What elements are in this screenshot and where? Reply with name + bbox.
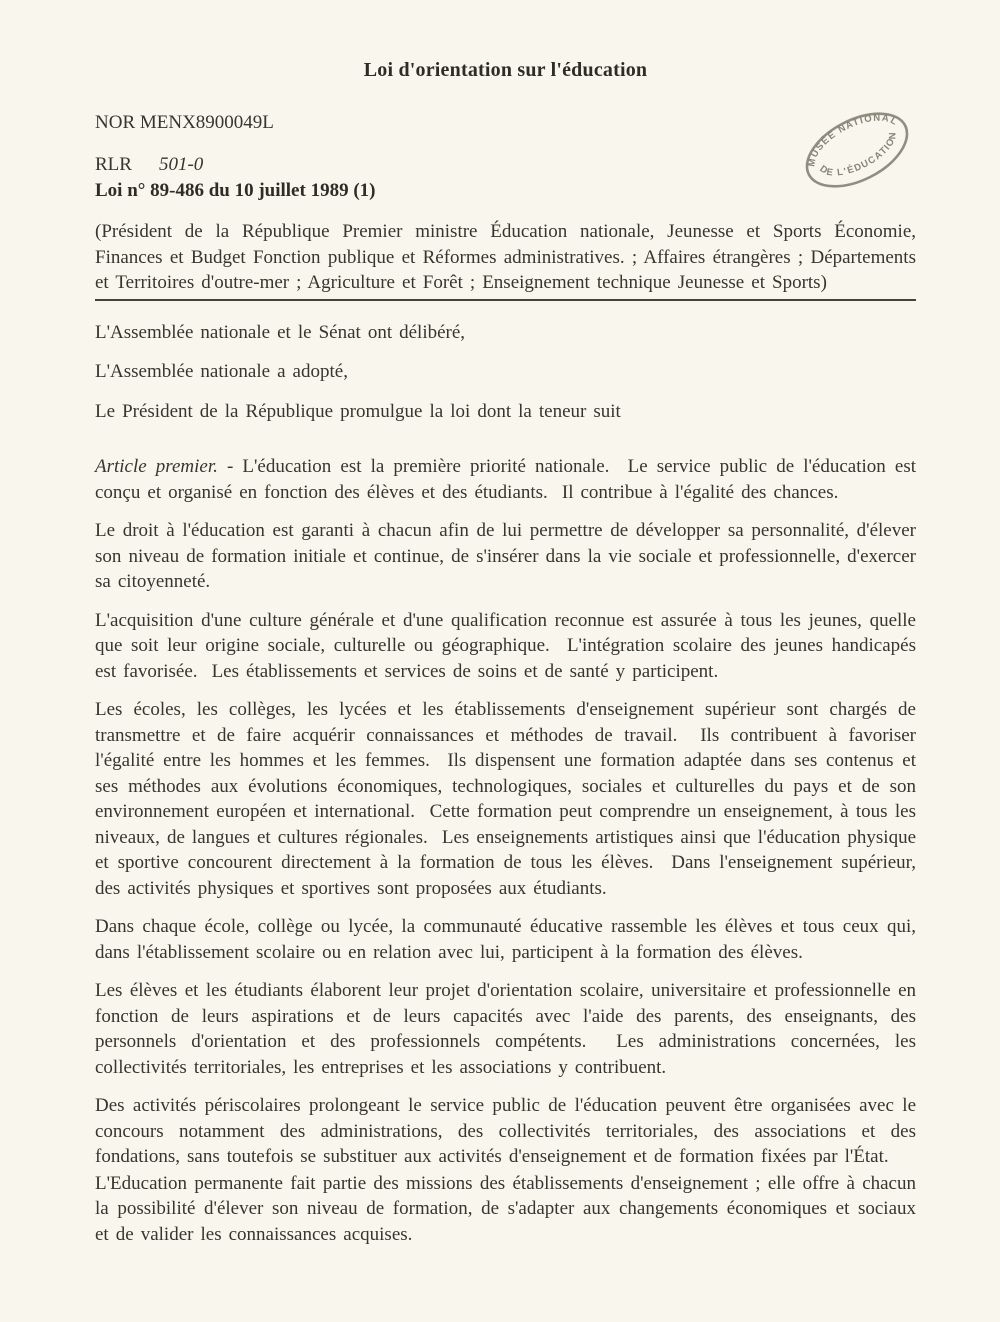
paragraph-educational-community: Dans chaque école, collège ou lycée, la communauté éducative rassemble les élèves et tous ceux qui, dans l'établissement scolaire ou en relation avec lui, participent à la formation des élèves. [95,916,924,963]
ministries-paragraph: (Président de la République Premier ministre Éducation nationale, Jeunesse et Sports Économie, Finances et Budget Fonction publique et Réformes administratives. ; Affaires étrangères ; Départements et Territoires d'outre-mer ; Agriculture et Forêt ; Enseignement technique Jeunesse et Sports) [95,221,924,293]
preamble-line-deliberation: L'Assemblée nationale et le Sénat ont délibéré, [95,321,466,343]
paragraph-culture-qualification: L'acquisition d'une culture générale et d'une qualification reconnue est assurée à tous les jeunes, quelle que soit leur origine sociale, culturelle ou géographique. L'intégration scolaire des jeunes handicapés est favorisée. Les établissements et services de soins et de santé y participent. [95,609,924,682]
rlr-value: 501-0 [158,154,204,175]
stamp-oval-icon [796,103,918,197]
paragraph-right-to-education: Le droit à l'éducation est garanti à chacun afin de lui permettre de développer sa personnalité, d'élever son niveau de formation initiale et continue, de s'insérer dans la vie sociale et professionnelle, d'exercer sa citoyenneté. [95,520,924,592]
stamp-text-top: MUSÉE NATIONAL [806,112,900,168]
page-title: Loi d'orientation sur l'éducation [363,59,648,81]
article-premier-paragraph [95,454,924,505]
paragraph-orientation-project: Les élèves et les étudiants élaborent leur projet d'orientation scolaire, universitaire et professionnelle en fonction de leurs aspirations et de leurs capacités avec l'aide des parents, des enseignants, des personnels d'orientation et des professionnels compétents. Les administrations concernées, les collectivités territoriales, les entreprises et les associations y contribuent. [95,980,924,1078]
rlr-reference [95,152,916,178]
article-label: Article premier. [95,456,218,477]
preamble-line-adoption: L'Assemblée nationale a adopté, [95,361,348,382]
law-number-line: Loi n° 89-486 du 10 juillet 1989 (1) [95,179,376,201]
horizontal-rule [95,299,916,301]
paragraph-periscolar-activities: Des activités périscolaires prolongeant le service public de l'éducation peuvent être organisées avec le concours notamment des administrations, des collectivités territoriales, des associations et des fondations, sans toutefois se substituer aux activités d'enseignement et de formation fixées par l'État. [95,1095,924,1167]
paragraph-schools-missions: Les écoles, les collèges, les lycées et les établissements d'enseignement supérieur sont chargés de transmettre et de faire acquérir connaissances et méthodes de travail. Ils contribuent à favoriser l'égalité entre les hommes et les femmes. Ils dispensent une formation adaptée dans ses contenus et ses méthodes aux évolutions économiques, technologiques, sociales et culturelles du pays et de son environnement européen et international. Cette formation peut comprendre un enseignement, à tous les niveaux, de langues et cultures régionales. Les enseignements artistiques ainsi que l'éducation physique et sportive concourent directement à la formation de tous les élèves. Dans l'enseignement supérieur, des activités physiques et sportives sont proposées aux étudiants. [95,699,924,899]
rlr-label: RLR [95,154,132,175]
preamble-line-promulgation: Le Président de la République promulgue la loi dont la teneur suit [95,400,621,422]
article-text: - L'éducation est la première priorité nationale. Le service public de l'éducation est conçu et organisé en fonction des élèves et des étudiants. Il contribue à l'égalité des chances. [95,456,924,503]
musee-national-education-stamp [796,103,918,197]
stamp-text-bottom: DE L'ÉDUCATION [817,131,899,179]
nor-reference: NOR MENX8900049L [95,111,274,133]
paragraph-permanent-education: L'Education permanente fait partie des missions des établissements d'enseignement ; elle offre à chacun la possibilité d'élever son niveau de formation, de s'adapter aux changements économiques et sociaux et de valider les connaissances acquises. [95,1172,924,1245]
